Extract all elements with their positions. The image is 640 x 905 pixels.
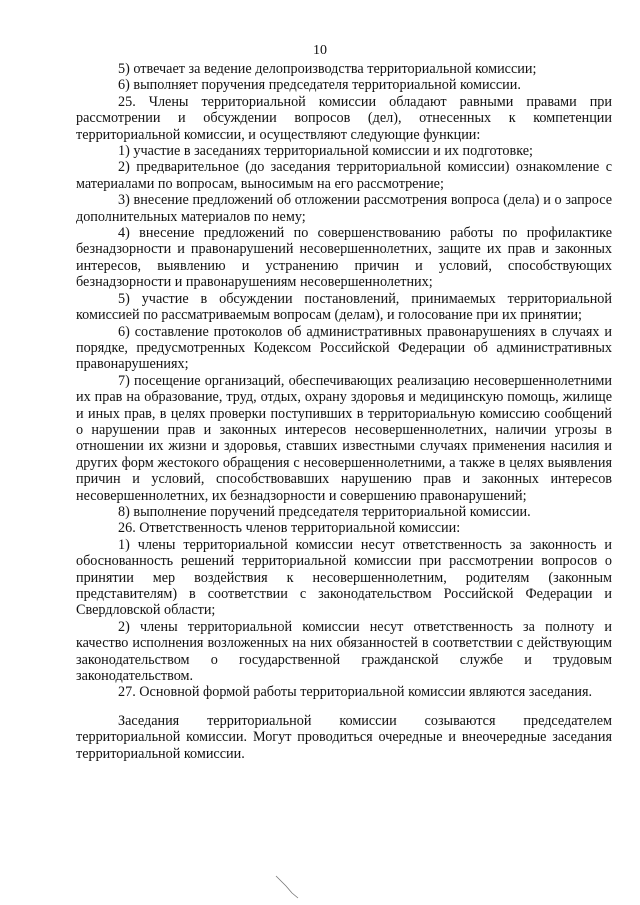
- paragraph-item-6-chair-orders: 6) выполняет поручения председателя территориальной комиссии.: [118, 77, 521, 94]
- paragraph-clause-25-item-8: 8) выполнение поручений председателя территориальной комиссии.: [118, 503, 531, 520]
- paragraph-clause-25-item-7: 7) посещение организаций, обеспечивающих реализацию несовершеннолетними их прав на образование, труд, отдых, охрану здоровья и медицинскую помощь, жилище и иных прав, в целях проверки поступивших в территориальную комиссию сообщений о нарушении прав и законных интересов несовершеннолетних, наличии угрозы в отношении их жизни и здоровья, ставших известными случаях применения насилия и других форм жестокого обращения с несовершеннолетними, а также в целях выявления причин и условий, способствовавших нарушению прав и законных интересов несовершеннолетних, их безнадзорности и совершению правонарушений;: [76, 372, 612, 504]
- pen-stroke-mark: [272, 872, 312, 902]
- paragraph-clause-25-item-5: 5) участие в обсуждении постановлений, принимаемых территориальной комиссией по рассматриваемым вопросам (делам), и голосование при их принятии;: [76, 290, 612, 324]
- paragraph-clause-27: 27. Основной формой работы территориальной комиссии являются заседания.: [118, 684, 593, 701]
- paragraph-clause-25-item-1: 1) участие в заседаниях территориальной комиссии и их подготовке;: [118, 143, 534, 160]
- paragraph-clause-26-item-2: 2) члены территориальной комиссии несут ответственность за полноту и качество исполнения возложенных на них обязанностей в соответствии с действующим законодательством о государственной гражданской службе и трудовым законодательством.: [76, 618, 612, 685]
- paragraph-item-5-recordkeeping: 5) отвечает за ведение делопроизводства территориальной комиссии;: [118, 61, 537, 77]
- paragraph-clause-25-item-3: 3) внесение предложений об отложении рассмотрения вопроса (дела) и о запросе дополнительных материалов по нему;: [76, 192, 612, 225]
- paragraph-clause-25: 25. Члены территориальной комиссии обладают равными правами при рассмотрении и обсуждении вопросов (дел), отнесенных к компетенции территориальной комиссии, и осуществляют следующие функции:: [76, 93, 612, 143]
- paragraph-clause-25-item-2: 2) предварительное (до заседания территориальной комиссии) ознакомление с материалами по вопросам, выносимым на его рассмотрение;: [76, 159, 612, 192]
- document-body: [76, 61, 612, 762]
- paragraph-meetings: Заседания территориальной комиссии созываются председателем территориальной комиссии. Могут проводиться очередные и внеочередные заседания территориальной комиссии.: [76, 712, 612, 762]
- page-number: 10: [313, 43, 327, 58]
- paragraph-clause-26: 26. Ответственность членов территориальной комиссии:: [118, 520, 461, 537]
- paragraph-clause-25-item-4: 4) внесение предложений по совершенствованию работы по профилактике безнадзорности и правонарушений несовершеннолетних, защите их прав и законных интересов, выявлению и устранению причин и условий, способствующих безнадзорности и правонарушениям несовершеннолетних;: [76, 225, 612, 291]
- paragraph-clause-25-item-6: 6) составление протоколов об административных правонарушениях в случаях и порядке, предусмотренных Кодексом Российской Федерации об административных правонарушениях;: [76, 323, 612, 373]
- paragraph-clause-26-item-1: 1) члены территориальной комиссии несут ответственность за законность и обоснованность решений территориальной комиссии при рассмотрении вопросов о принятии мер воздействия к несовершеннолетним, родителям (законным представителям) в соответствии с законодательством Российской Федерации и Свердловской области;: [76, 536, 612, 619]
